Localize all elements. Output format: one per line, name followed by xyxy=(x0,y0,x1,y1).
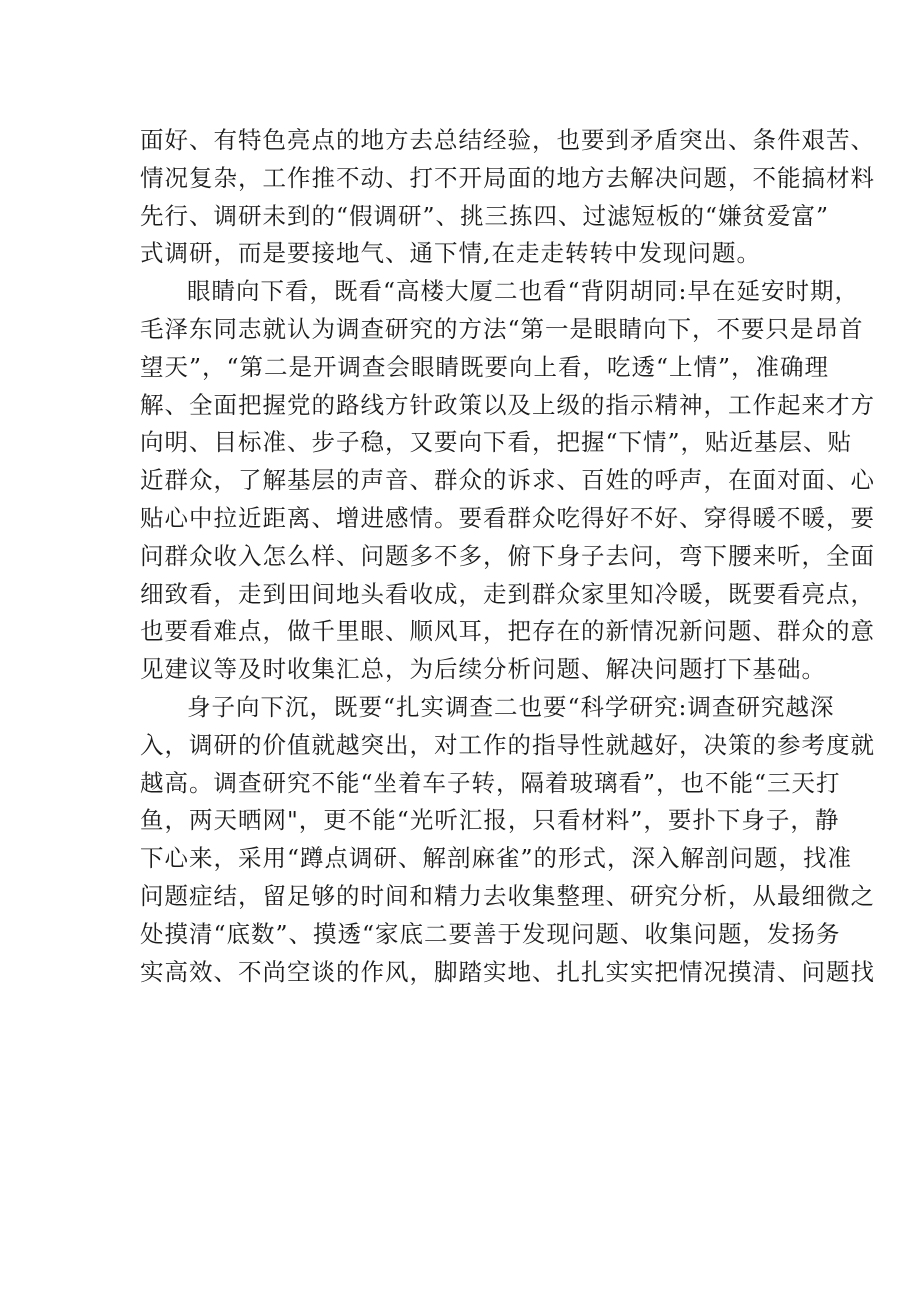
text-line: 眼睛向下看，既看“高楼大厦二也看“背阴胡同:早在延安时期， xyxy=(187,277,859,306)
text-line: 也要看难点，做千里眼、顺风耳，把存在的新情况新问题、群众的意 xyxy=(140,617,875,646)
text-line: 见建议等及时收集汇总，为后续分析问题、解决问题打下基础。 xyxy=(140,655,826,684)
text-line: 下心来，采用“蹲点调研、解剖麻雀”的形式，深入解剖问题，找准 xyxy=(140,844,853,873)
text-line: 问题症结，留足够的时间和精力去收集整理、研究分析，从最细微之 xyxy=(140,881,875,910)
text-line: 向明、目标准、步子稳，又要向下看，把握“下情”，贴近基层、贴 xyxy=(140,428,853,457)
text-line: 身子向下沉，既要“扎实调查二也要“科学研究:调查研究越深 xyxy=(187,692,835,721)
text-line: 问群众收入怎么样、问题多不多，俯下身子去问，弯下腰来听，全面 xyxy=(140,541,875,570)
paragraph-2 xyxy=(140,273,875,689)
text-line: 处摸清“底数”、摸透“家底二要善于发现问题、收集问题，发扬务 xyxy=(140,919,841,948)
text-line: 鱼，两天晒网"，更不能“光听汇报，只看材料”，要扑下身子，静 xyxy=(140,806,840,835)
text-line: 越高。调查研究不能“坐着车子转，隔着玻璃看”，也不能“三天打 xyxy=(140,768,841,797)
text-line: 面好、有特色亮点的地方去总结经验，也要到矛盾突出、条件艰苦、 xyxy=(140,126,875,154)
text-line: 毛泽东同志就认为调查研究的方法“第一是眼睛向下，不要只是昂首 xyxy=(140,314,864,343)
document-body xyxy=(140,122,875,991)
text-line: 近群众，了解基层的声音、群众的诉求、百姓的呼声，在面对面、心 xyxy=(140,466,875,495)
text-line: 细致看，走到田间地头看收成，走到群众家里知冷暖，既要看亮点， xyxy=(140,579,875,608)
paragraph-1 xyxy=(140,122,875,273)
text-line: 情况复杂，工作推不动、打不开局面的地方去解决问题，不能搞材料 xyxy=(140,163,875,192)
text-line: 实高效、不尚空谈的作风，脚踏实地、扎扎实实把情况摸清、问题找 xyxy=(140,957,875,986)
text-line: 先行、调研未到的“假调研”、挑三拣四、过滤短板的“嫌贫爱富” xyxy=(140,201,830,230)
text-line: 式调研，而是要接地气、通下情,在走走转转中发现问题。 xyxy=(140,239,761,268)
paragraph-3 xyxy=(140,689,875,991)
text-line: 入，调研的价值就越突出，对工作的指导性就越好，决策的参考度就 xyxy=(140,730,875,759)
text-line: 贴心中拉近距离、增进感情。要看群众吃得好不好、穿得暖不暖，要 xyxy=(140,503,875,532)
text-line: 望天”，“第二是开调查会眼睛既要向上看，吃透“上情”，准确理 xyxy=(140,352,830,381)
text-line: 解、全面把握党的路线方针政策以及上级的指示精神，工作起来才方 xyxy=(140,390,875,419)
